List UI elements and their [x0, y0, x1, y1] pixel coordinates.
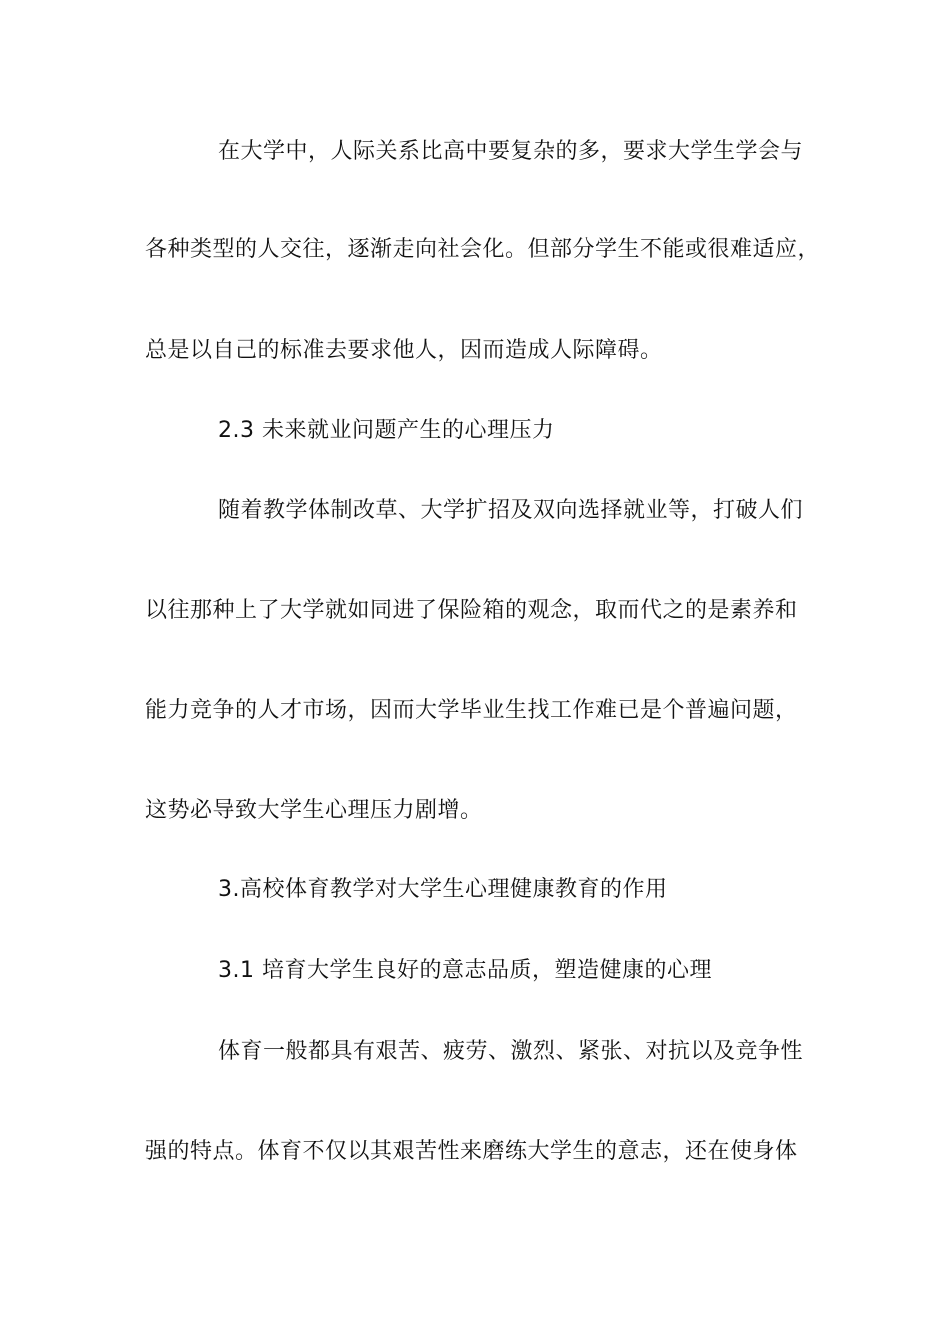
paragraph-line: 以往那种上了大学就如同进了保险箱的观念，取而代之的是素养和	[145, 598, 798, 623]
section-heading: 3.1 培育大学生良好的意志品质，塑造健康的心理	[218, 958, 712, 983]
paragraph-line: 在大学中，人际关系比高中要复杂的多，要求大学生学会与	[218, 139, 804, 164]
paragraph-line: 随着教学体制改草、大学扩招及双向选择就业等，打破人们	[218, 498, 804, 523]
paragraph-line: 各种类型的人交往，逐渐走向社会化。但部分学生不能或很难适应，	[145, 237, 821, 262]
paragraph-line: 体育一般都具有艰苦、疲劳、激烈、紧张、对抗以及竞争性	[218, 1039, 804, 1064]
paragraph-line: 能力竞争的人才市场，因而大学毕业生找工作难已是个普遍问题，	[145, 698, 798, 723]
paragraph-line: 这势必导致大学生心理压力剧增。	[145, 798, 483, 823]
section-heading: 3.高校体育教学对大学生心理健康教育的作用	[218, 877, 668, 902]
section-heading: 2.3 未来就业问题产生的心理压力	[218, 418, 555, 443]
paragraph-line: 总是以自己的标准去要求他人，因而造成人际障碍。	[145, 338, 663, 363]
paragraph-line: 强的特点。体育不仅以其艰苦性来磨练大学生的意志，还在使身体	[145, 1139, 798, 1164]
